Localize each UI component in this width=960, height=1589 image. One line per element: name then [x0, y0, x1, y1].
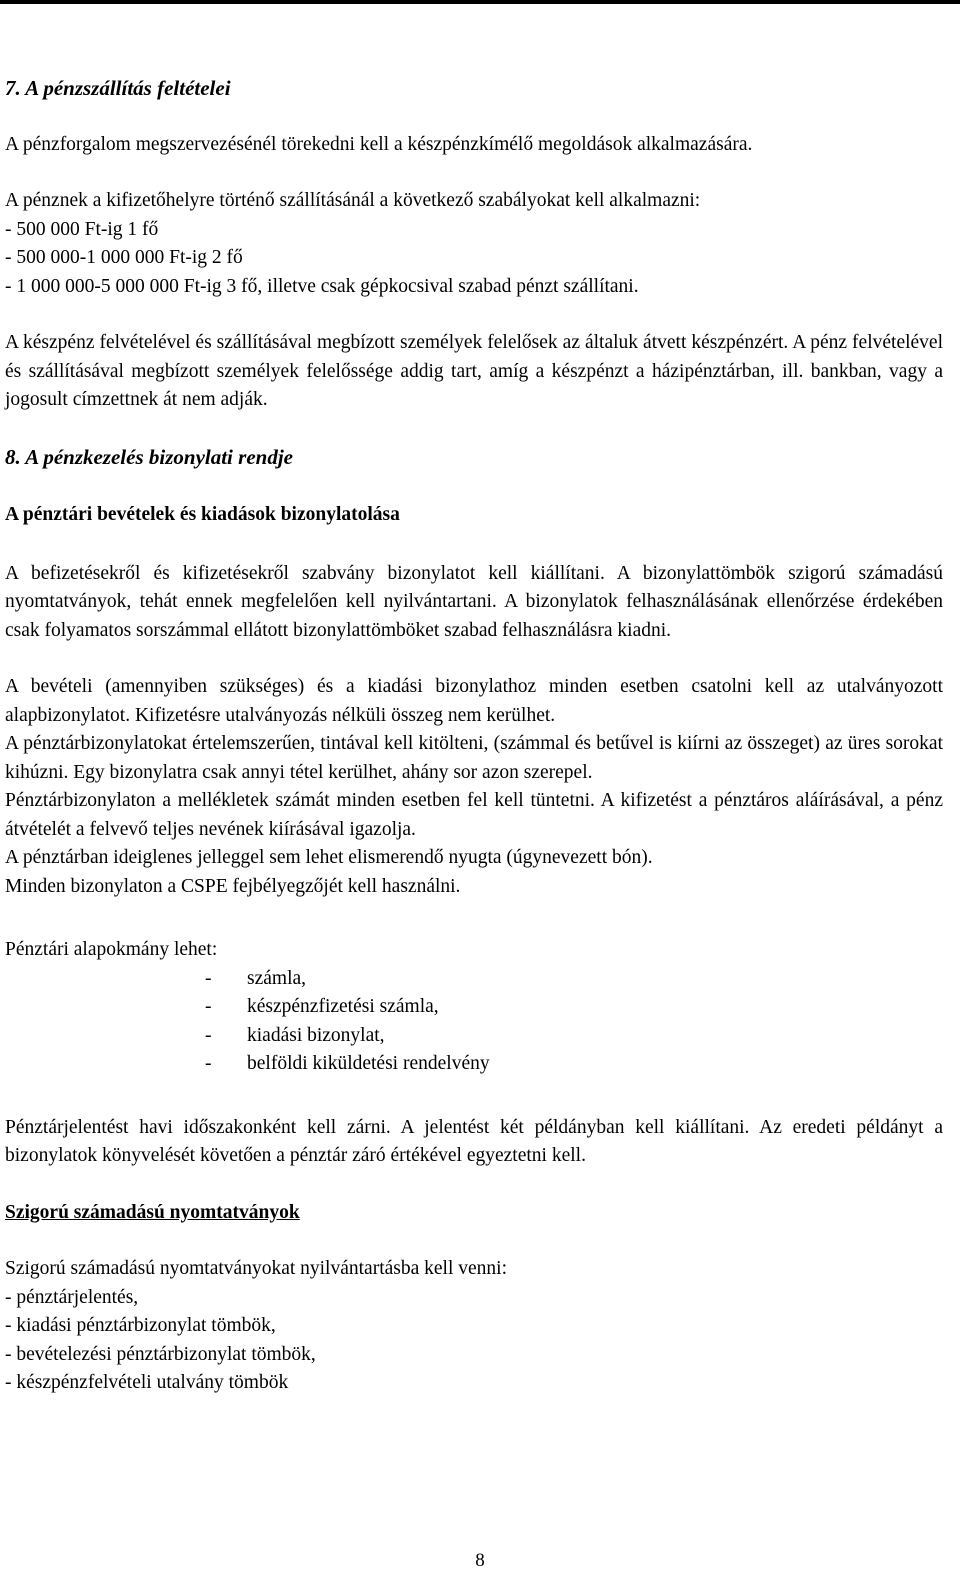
base-documents-list — [5, 965, 943, 1079]
list-dash: - — [205, 967, 212, 989]
voucher-rule-line: A pénztárbizonylatokat értelemszerűen, tintával kell kitölteni, (számmal és betűvel is kiírni az összeget) az üres sorokat kihúzni. Egy bizonylatra csak annyi tétel kerülhet, ahány sor azon szerepel. — [5, 733, 943, 783]
strict-forms-list — [5, 1284, 943, 1398]
receipts-paragraph: A befizetésekről és kifizetésekről szabvány bizonylatot kell kiállítani. A bizonylattömbök szigorú számadású nyomtatványok, tehát ennek megfelelően kell nyilvántartani. A bizonylatok felhasználásának ellenőrzése érdekében csak folyamatos sorszámmal ellátott bizonylattömböket szabad felhasználásra kiadni. — [5, 562, 943, 641]
responsibility-paragraph: A készpénz felvételével és szállításával megbízott személyek felelősek az általuk átvett készpénzért. A pénz felvételével és szállításával megbízott személyek felelőssége addig tart, amíg a készpénzt a házipénztárban, ill. bankban, vagy a jogosult címzettnek át nem adják. — [5, 332, 943, 410]
strict-forms-lead: Szigorú számadású nyomtatványokat nyilvántartásba kell venni: — [5, 1258, 507, 1279]
list-item — [205, 993, 943, 1022]
list-item: - 500 000 Ft-ig 1 fő — [5, 218, 159, 240]
list-dash: - — [205, 996, 212, 1017]
voucher-rules-block — [5, 673, 943, 901]
list-item-text: belföldi kiküldetési rendelvény — [247, 1053, 490, 1074]
list-item: - készpénzfelvételi utalvány tömbök — [5, 1372, 289, 1393]
list-item: - 1 000 000-5 000 000 Ft-ig 3 fő, illetve csak gépkocsival szabad pénzt szállítani. — [5, 275, 639, 297]
base-documents-lead: Pénztári alapokmány lehet: — [5, 939, 218, 960]
transport-rules-lead: A pénznek a kifizetőhelyre történő szállításánál a következő szabályokat kell alkalmazni: — [5, 190, 701, 211]
voucher-rule-line: Pénztárbizonylaton a mellékletek számát minden esetben fel kell tüntetni. A kifizetést a pénztáros aláírásával, a pénz átvételét a felvevő teljes nevének kiírásával igazolja. — [5, 790, 943, 840]
list-item: - kiadási pénztárbizonylat tömbök, — [5, 1315, 276, 1336]
list-item — [205, 965, 943, 994]
voucher-rule-line: A bevételi (amennyiben szükséges) és a kiadási bizonylathoz minden esetben csatolni kell az utalványozott alapbizonylatot. Kifizetésre utalványozás nélküli összeg nem kerülhet. — [5, 676, 943, 726]
list-item-text: készpénzfizetési számla, — [247, 996, 439, 1017]
section-8-subheading: A pénztári bevételek és kiadások bizonylatolása — [5, 504, 400, 525]
list-item: - pénztárjelentés, — [5, 1286, 139, 1308]
list-item-text: számla, — [247, 967, 307, 989]
list-item — [205, 1022, 943, 1051]
list-item — [205, 1050, 943, 1079]
voucher-rule-line: A pénztárban ideiglenes jelleggel sem lehet elismerendő nyugta (úgynevezett bón). — [5, 847, 653, 868]
transport-rules-list — [5, 216, 943, 302]
list-dash: - — [205, 1053, 212, 1074]
strict-forms-block — [5, 1255, 943, 1398]
document-page — [5, 74, 943, 1398]
section-8-heading: 8. A pénzkezelés bizonylati rendje — [5, 444, 293, 469]
strict-forms-heading: Szigorú számadású nyomtatványok — [5, 1201, 300, 1223]
section-7-intro: A pénzforgalom megszervezésénél törekedni kell a készpénzkímélő megoldások alkalmazására. — [5, 133, 753, 155]
transport-rules-block — [5, 187, 943, 301]
list-dash: - — [205, 1024, 212, 1046]
section-7-heading: 7. A pénzszállítás feltételei — [5, 76, 231, 100]
list-item: - bevételezési pénztárbizonylat tömbök, — [5, 1343, 316, 1365]
list-item-text: kiadási bizonylat, — [247, 1024, 385, 1046]
base-documents-block — [5, 936, 943, 1079]
page-number: 8 — [475, 1550, 485, 1571]
top-rule — [0, 0, 960, 4]
cash-report-paragraph: Pénztárjelentést havi időszakonként kell zárni. A jelentést két példányban kell kiállítani. Az eredeti példányt a bizonylatok könyvelését követően a pénztár záró értékével egyeztetni kell. — [5, 1116, 943, 1166]
voucher-rule-line: Minden bizonylaton a CSPE fejbélyegzőjét kell használni. — [5, 875, 461, 897]
list-item: - 500 000-1 000 000 Ft-ig 2 fő — [5, 247, 243, 268]
